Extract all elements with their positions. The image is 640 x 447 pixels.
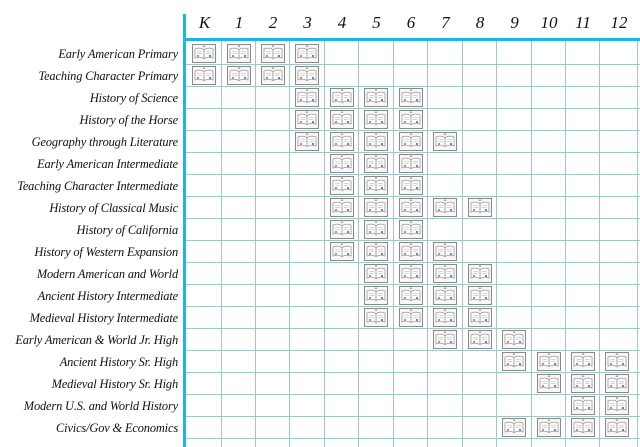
grade-mark (325, 131, 358, 153)
grade-header-3: 3 (303, 13, 312, 32)
grade-header-9: 9 (510, 13, 519, 32)
grade-mark (359, 109, 392, 131)
grade-header-6: 6 (406, 13, 416, 32)
grade-mark (532, 373, 565, 395)
grade-mark (394, 87, 427, 109)
grade-mark (187, 65, 220, 87)
grade-mark (394, 263, 427, 285)
course-label: Early American & World Jr. High (15, 333, 178, 347)
grade-mark (394, 175, 427, 197)
grade-mark (394, 307, 427, 329)
grade-mark (256, 65, 289, 87)
grade-mark (497, 329, 530, 351)
grade-mark (463, 197, 496, 219)
grid-line-vertical (637, 40, 638, 447)
grid-line-vertical (255, 40, 256, 447)
grade-mark (394, 285, 427, 307)
grade-header-4: 4 (337, 13, 347, 32)
course-label: History of Science (89, 91, 178, 105)
course-label: History of Western Expansion (34, 245, 178, 259)
grade-mark (428, 241, 461, 263)
grade-mark (394, 109, 427, 131)
grade-mark (359, 241, 392, 263)
grade-mark (222, 43, 255, 65)
grade-mark (325, 153, 358, 175)
grade-mark (532, 351, 565, 373)
grade-mark (463, 329, 496, 351)
grid-line-vertical (496, 40, 497, 447)
grade-mark (325, 87, 358, 109)
grade-mark (359, 263, 392, 285)
grade-mark (359, 175, 392, 197)
course-label: Teaching Character Intermediate (17, 179, 178, 193)
grade-header-11: 11 (575, 13, 591, 32)
grade-mark (463, 285, 496, 307)
grade-mark (290, 43, 323, 65)
grade-mark (394, 197, 427, 219)
course-label: Ancient History Intermediate (37, 289, 178, 303)
grade-mark (359, 131, 392, 153)
grade-mark (394, 153, 427, 175)
grade-mark (428, 285, 461, 307)
grade-header-1: 1 (234, 13, 244, 32)
grade-mark (222, 65, 255, 87)
grade-mark (428, 131, 461, 153)
grid-line-vertical (462, 40, 463, 447)
grade-mark (394, 241, 427, 263)
grade-mark (290, 131, 323, 153)
axis-vertical (183, 14, 186, 447)
course-label: Geography through Literature (31, 135, 178, 149)
grade-mark (394, 219, 427, 241)
course-label: Ancient History Sr. High (59, 355, 178, 369)
grade-header-7: 7 (441, 13, 450, 32)
grade-mark (187, 43, 220, 65)
grade-mark (428, 263, 461, 285)
grade-header-12: 12 (610, 13, 628, 32)
grade-mark (428, 197, 461, 219)
grade-mark (290, 87, 323, 109)
course-label: History of Classical Music (49, 201, 178, 215)
grade-mark (256, 43, 289, 65)
grade-header-2: 2 (268, 13, 278, 32)
grade-mark (325, 109, 358, 131)
course-label: Medieval History Sr. High (51, 377, 178, 391)
grade-mark (359, 285, 392, 307)
grade-mark (290, 65, 323, 87)
grade-mark (600, 351, 633, 373)
grade-header-8: 8 (475, 13, 485, 32)
grade-mark (359, 87, 392, 109)
grade-mark (359, 153, 392, 175)
grade-mark (359, 197, 392, 219)
course-label: History of California (76, 223, 178, 237)
grade-mark (325, 241, 358, 263)
grade-mark (497, 351, 530, 373)
grade-mark (566, 373, 599, 395)
course-label: Modern U.S. and World History (23, 399, 178, 413)
grade-mark (463, 307, 496, 329)
course-label: Civics/Gov & Economics (56, 421, 178, 435)
grade-mark (497, 417, 530, 439)
grade-mark (325, 175, 358, 197)
course-label: Early American Intermediate (37, 157, 178, 171)
grade-mark (325, 219, 358, 241)
grade-mark (394, 131, 427, 153)
course-label: History of the Horse (79, 113, 178, 127)
grade-header-5: 5 (372, 13, 381, 32)
grade-mark (359, 219, 392, 241)
grade-mark (463, 263, 496, 285)
grade-header-10: 10 (540, 13, 558, 32)
grade-mark (566, 417, 599, 439)
grade-mark (428, 307, 461, 329)
grade-header-k: K (198, 13, 211, 32)
grade-mark (566, 351, 599, 373)
grade-mark (290, 109, 323, 131)
grade-mark (359, 307, 392, 329)
grade-mark (325, 197, 358, 219)
grade-mark (566, 395, 599, 417)
axis-horizontal (183, 38, 640, 41)
grade-mark (600, 395, 633, 417)
grade-mark (600, 417, 633, 439)
grade-mark (532, 417, 565, 439)
grid-line-vertical (221, 40, 222, 447)
grade-mark (600, 373, 633, 395)
course-label: Medieval History Intermediate (29, 311, 178, 325)
course-label: Early American Primary (58, 47, 178, 61)
grade-mark (428, 329, 461, 351)
course-label: Modern American and World (36, 267, 178, 281)
course-label: Teaching Character Primary (38, 69, 178, 83)
